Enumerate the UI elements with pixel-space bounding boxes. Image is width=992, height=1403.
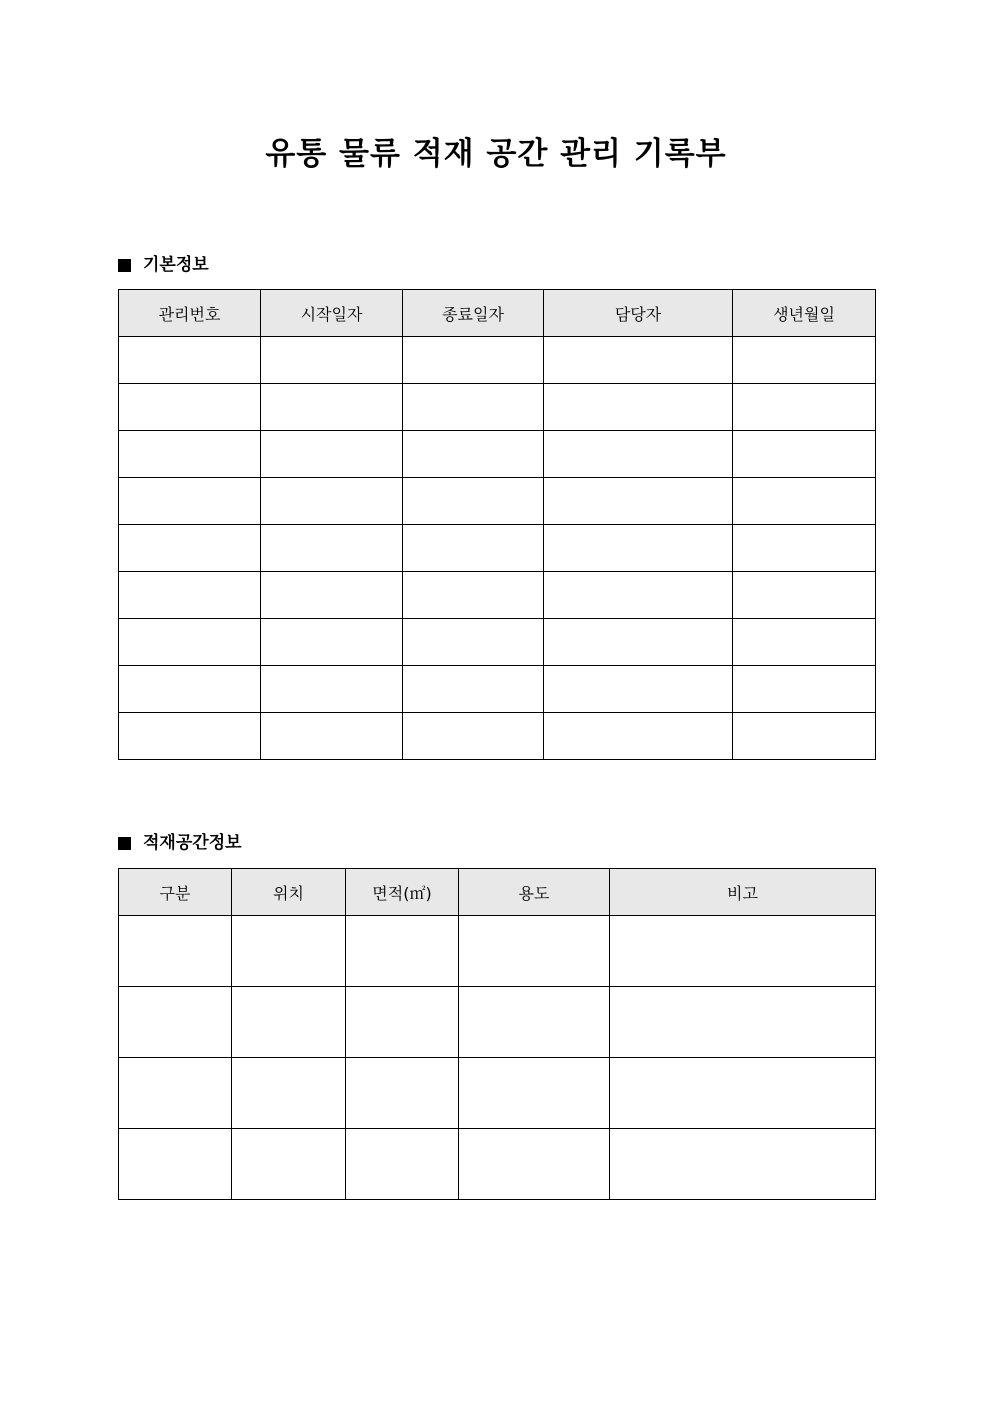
header-end-date: 종료일자 [403, 290, 544, 337]
header-category: 구분 [119, 869, 232, 916]
table-cell[interactable] [544, 337, 733, 384]
table-cell[interactable] [610, 987, 876, 1058]
header-purpose: 용도 [459, 869, 610, 916]
table-row [119, 713, 876, 760]
table-cell[interactable] [544, 431, 733, 478]
basic-info-heading [118, 253, 209, 277]
table-cell[interactable] [232, 1058, 346, 1129]
page-title: 유통 물류 적재 공간 관리 기록부 [265, 136, 727, 172]
table-cell[interactable] [403, 525, 544, 572]
table-cell[interactable] [403, 666, 544, 713]
table-cell[interactable] [459, 916, 610, 987]
table-cell[interactable] [119, 478, 261, 525]
space-info-heading-label: 적재공간정보 [143, 833, 242, 853]
table-cell[interactable] [232, 987, 346, 1058]
table-cell[interactable] [119, 1058, 232, 1129]
table-cell[interactable] [261, 619, 403, 666]
table-row [119, 987, 876, 1058]
table-cell[interactable] [403, 713, 544, 760]
table-cell[interactable] [119, 431, 261, 478]
table-cell[interactable] [544, 619, 733, 666]
table-row [119, 384, 876, 431]
table-row [119, 1058, 876, 1129]
header-person-in-charge: 담당자 [544, 290, 733, 337]
table-cell[interactable] [733, 478, 876, 525]
table-cell[interactable] [733, 572, 876, 619]
table-cell[interactable] [403, 384, 544, 431]
basic-info-table [118, 289, 876, 760]
table-cell[interactable] [261, 572, 403, 619]
header-start-date: 시작일자 [261, 290, 403, 337]
table-cell[interactable] [119, 713, 261, 760]
table-cell[interactable] [261, 666, 403, 713]
header-remarks: 비고 [610, 869, 876, 916]
table-row [119, 337, 876, 384]
table-cell[interactable] [261, 478, 403, 525]
table-cell[interactable] [119, 619, 261, 666]
basic-info-heading-label: 기본정보 [143, 255, 209, 275]
black-square-icon [118, 837, 131, 850]
table-cell[interactable] [346, 987, 459, 1058]
table-cell[interactable] [610, 1129, 876, 1200]
table-cell[interactable] [544, 713, 733, 760]
table-cell[interactable] [733, 384, 876, 431]
table-cell[interactable] [610, 1058, 876, 1129]
table-row [119, 431, 876, 478]
table-cell[interactable] [403, 337, 544, 384]
table-cell[interactable] [232, 1129, 346, 1200]
table-cell[interactable] [459, 1129, 610, 1200]
table-cell[interactable] [610, 916, 876, 987]
table-cell[interactable] [346, 1129, 459, 1200]
header-birth-date: 생년월일 [733, 290, 876, 337]
table-cell[interactable] [119, 666, 261, 713]
table-cell[interactable] [119, 525, 261, 572]
table-cell[interactable] [733, 431, 876, 478]
table-cell[interactable] [403, 619, 544, 666]
table-cell[interactable] [261, 337, 403, 384]
header-location: 위치 [232, 869, 346, 916]
table-cell[interactable] [119, 572, 261, 619]
header-area: 면적(㎡) [346, 869, 459, 916]
table-cell[interactable] [261, 384, 403, 431]
table-cell[interactable] [119, 916, 232, 987]
table-cell[interactable] [733, 713, 876, 760]
table-cell[interactable] [459, 987, 610, 1058]
table-row [119, 525, 876, 572]
table-cell[interactable] [733, 666, 876, 713]
table-cell[interactable] [119, 1129, 232, 1200]
table-header-row [119, 869, 876, 916]
table-cell[interactable] [403, 572, 544, 619]
table-cell[interactable] [119, 384, 261, 431]
table-row [119, 916, 876, 987]
table-cell[interactable] [459, 1058, 610, 1129]
table-cell[interactable] [544, 525, 733, 572]
header-management-number: 관리번호 [119, 290, 261, 337]
black-square-icon [118, 259, 131, 272]
table-cell[interactable] [733, 619, 876, 666]
table-row [119, 1129, 876, 1200]
table-row [119, 478, 876, 525]
table-cell[interactable] [733, 337, 876, 384]
space-info-heading [118, 831, 242, 855]
table-cell[interactable] [346, 916, 459, 987]
table-row [119, 572, 876, 619]
table-cell[interactable] [403, 431, 544, 478]
table-cell[interactable] [119, 987, 232, 1058]
table-cell[interactable] [544, 384, 733, 431]
table-cell[interactable] [733, 525, 876, 572]
table-header-row [119, 290, 876, 337]
table-cell[interactable] [232, 916, 346, 987]
space-info-table [118, 868, 876, 1200]
table-cell[interactable] [544, 572, 733, 619]
table-cell[interactable] [119, 337, 261, 384]
table-cell[interactable] [261, 713, 403, 760]
table-cell[interactable] [261, 431, 403, 478]
table-cell[interactable] [261, 525, 403, 572]
table-row [119, 619, 876, 666]
table-row [119, 666, 876, 713]
table-cell[interactable] [544, 478, 733, 525]
table-cell[interactable] [346, 1058, 459, 1129]
table-cell[interactable] [544, 666, 733, 713]
table-cell[interactable] [403, 478, 544, 525]
